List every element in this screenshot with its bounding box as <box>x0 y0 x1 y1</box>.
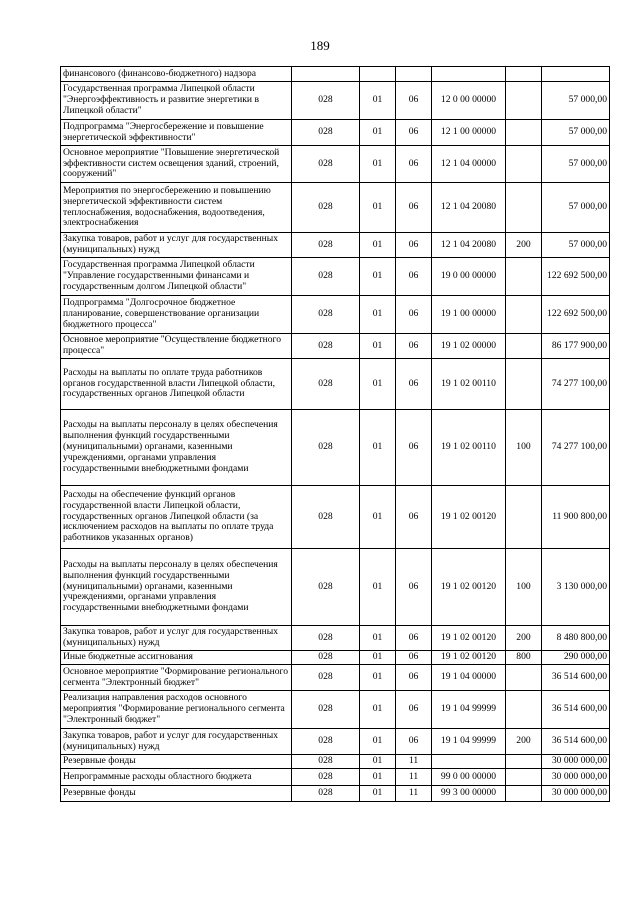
row-ministry: 028 <box>292 359 360 410</box>
row-section: 01 <box>360 786 396 802</box>
row-name: Закупка товаров, работ и услуг для государственных (муниципальных) нужд <box>61 233 292 258</box>
row-subsection: 06 <box>396 359 432 410</box>
row-subsection: 06 <box>396 651 432 665</box>
row-expense-type <box>506 334 542 359</box>
row-name: Государственная программа Липецкой области "Энергоэффективность и развитие энергетики в Липецкой области" <box>61 82 292 120</box>
row-name: Расходы на выплаты персоналу в целях обеспечения выполнения функций государственными (муниципальными) органами, казенными учреждениями, органами управления государственными внебюджетными фондами <box>61 549 292 626</box>
row-ministry: 028 <box>292 258 360 296</box>
row-subsection <box>396 67 432 82</box>
row-name: Мероприятия по энергосбережению и повышению энергетической эффективности систем теплоснабжения, водоснабжения, водоотведения, электроснабжения <box>61 183 292 233</box>
row-target: 12 1 04 00000 <box>432 146 506 183</box>
row-section: 01 <box>360 296 396 334</box>
row-subsection: 06 <box>396 296 432 334</box>
row-subsection: 06 <box>396 549 432 626</box>
row-ministry: 028 <box>292 486 360 549</box>
row-name: Закупка товаров, работ и услуг для государственных (муниципальных) нужд <box>61 729 292 755</box>
row-amount: 30 000 000,00 <box>542 755 610 769</box>
table-row <box>61 359 610 410</box>
row-expense-type <box>506 486 542 549</box>
row-target: 19 1 02 00120 <box>432 651 506 665</box>
row-section: 01 <box>360 233 396 258</box>
row-amount: 57 000,00 <box>542 146 610 183</box>
row-expense-type <box>506 146 542 183</box>
row-expense-type <box>506 258 542 296</box>
row-section: 01 <box>360 334 396 359</box>
row-section <box>360 67 396 82</box>
row-subsection: 06 <box>396 665 432 691</box>
row-amount: 30 000 000,00 <box>542 769 610 786</box>
table-row <box>61 67 610 82</box>
row-target: 99 3 00 00000 <box>432 786 506 802</box>
table-row <box>61 410 610 486</box>
row-name: Расходы на выплаты персоналу в целях обеспечения выполнения функций государственными (муниципальными) органами, казенными учреждениями, органами управления государственными внебюджетными фондами <box>61 410 292 486</box>
budget-table-body <box>61 67 610 802</box>
row-target: 12 1 00 00000 <box>432 120 506 146</box>
row-subsection: 11 <box>396 769 432 786</box>
row-amount: 57 000,00 <box>542 120 610 146</box>
row-target: 19 1 02 00000 <box>432 334 506 359</box>
table-row <box>61 755 610 769</box>
row-subsection: 06 <box>396 691 432 729</box>
row-section: 01 <box>360 626 396 651</box>
row-amount: 36 514 600,00 <box>542 729 610 755</box>
row-name: Подпрограмма "Энергосбережение и повышение энергетической эффективности" <box>61 120 292 146</box>
row-amount: 74 277 100,00 <box>542 410 610 486</box>
row-subsection: 11 <box>396 755 432 769</box>
row-name: Расходы на обеспечение функций органов государственной власти Липецкой области, государственных органов Липецкой области (за исключением расходов на выплаты по оплате труда работников указанных органов) <box>61 486 292 549</box>
row-expense-type: 100 <box>506 549 542 626</box>
row-subsection: 11 <box>396 786 432 802</box>
row-section: 01 <box>360 729 396 755</box>
page-number: 189 <box>310 38 330 53</box>
row-name: Расходы на выплаты по оплате труда работников органов государственной власти Липецкой области, государственных органов Липецкой области <box>61 359 292 410</box>
row-target: 19 1 02 00120 <box>432 549 506 626</box>
row-subsection: 06 <box>396 120 432 146</box>
row-target: 19 1 02 00120 <box>432 626 506 651</box>
table-row <box>61 651 610 665</box>
table-row <box>61 786 610 802</box>
table-row <box>61 334 610 359</box>
row-amount: 11 900 800,00 <box>542 486 610 549</box>
row-expense-type <box>506 769 542 786</box>
row-amount: 36 514 600,00 <box>542 691 610 729</box>
row-section: 01 <box>360 769 396 786</box>
row-expense-type: 800 <box>506 651 542 665</box>
row-section: 01 <box>360 410 396 486</box>
row-name: Реализация направления расходов основного мероприятия "Формирование регионального сегмента "Электронный бюджет" <box>61 691 292 729</box>
row-target: 19 1 02 00110 <box>432 410 506 486</box>
row-target: 12 0 00 00000 <box>432 82 506 120</box>
row-name: финансового (финансово-бюджетного) надзора <box>61 67 292 82</box>
row-expense-type <box>506 755 542 769</box>
row-section: 01 <box>360 258 396 296</box>
table-row <box>61 233 610 258</box>
row-ministry: 028 <box>292 729 360 755</box>
row-expense-type <box>506 359 542 410</box>
row-expense-type <box>506 67 542 82</box>
budget-table <box>60 66 610 802</box>
row-section: 01 <box>360 82 396 120</box>
row-section: 01 <box>360 183 396 233</box>
row-expense-type <box>506 183 542 233</box>
row-expense-type <box>506 296 542 334</box>
row-amount: 57 000,00 <box>542 82 610 120</box>
table-row <box>61 183 610 233</box>
row-name: Подпрограмма "Долгосрочное бюджетное планирование, совершенствование организации бюджетного процесса" <box>61 296 292 334</box>
row-ministry <box>292 67 360 82</box>
row-target: 19 1 02 00120 <box>432 486 506 549</box>
row-section: 01 <box>360 486 396 549</box>
table-row <box>61 82 610 120</box>
row-ministry: 028 <box>292 665 360 691</box>
row-name: Основное мероприятие "Формирование регионального сегмента "Электронный бюджет" <box>61 665 292 691</box>
row-expense-type <box>506 120 542 146</box>
row-expense-type <box>506 82 542 120</box>
row-ministry: 028 <box>292 82 360 120</box>
row-name: Закупка товаров, работ и услуг для государственных (муниципальных) нужд <box>61 626 292 651</box>
row-target: 19 0 00 00000 <box>432 258 506 296</box>
row-name: Непрограммные расходы областного бюджета <box>61 769 292 786</box>
table-row <box>61 626 610 651</box>
row-expense-type: 200 <box>506 233 542 258</box>
row-ministry: 028 <box>292 410 360 486</box>
row-ministry: 028 <box>292 755 360 769</box>
table-row <box>61 549 610 626</box>
row-ministry: 028 <box>292 334 360 359</box>
row-ministry: 028 <box>292 233 360 258</box>
table-row <box>61 665 610 691</box>
row-name: Резервные фонды <box>61 755 292 769</box>
row-amount: 122 692 500,00 <box>542 296 610 334</box>
row-amount: 36 514 600,00 <box>542 665 610 691</box>
row-section: 01 <box>360 651 396 665</box>
row-expense-type <box>506 786 542 802</box>
row-amount: 290 000,00 <box>542 651 610 665</box>
table-row <box>61 769 610 786</box>
row-ministry: 028 <box>292 120 360 146</box>
row-amount: 122 692 500,00 <box>542 258 610 296</box>
row-amount: 8 480 800,00 <box>542 626 610 651</box>
table-row <box>61 486 610 549</box>
row-target: 12 1 04 20080 <box>432 183 506 233</box>
row-target: 19 1 00 00000 <box>432 296 506 334</box>
row-ministry: 028 <box>292 146 360 183</box>
row-ministry: 028 <box>292 651 360 665</box>
row-subsection: 06 <box>396 729 432 755</box>
table-row <box>61 729 610 755</box>
row-subsection: 06 <box>396 626 432 651</box>
row-section: 01 <box>360 549 396 626</box>
row-name: Иные бюджетные ассигнования <box>61 651 292 665</box>
row-expense-type <box>506 691 542 729</box>
row-target: 12 1 04 20080 <box>432 233 506 258</box>
row-expense-type: 200 <box>506 626 542 651</box>
table-row <box>61 296 610 334</box>
table-row <box>61 691 610 729</box>
row-name: Основное мероприятие "Повышение энергетической эффективности систем освещения зданий, строений, сооружений" <box>61 146 292 183</box>
row-subsection: 06 <box>396 410 432 486</box>
row-amount: 30 000 000,00 <box>542 786 610 802</box>
row-target: 19 1 04 99999 <box>432 729 506 755</box>
row-ministry: 028 <box>292 626 360 651</box>
row-subsection: 06 <box>396 233 432 258</box>
row-amount: 3 130 000,00 <box>542 549 610 626</box>
row-ministry: 028 <box>292 691 360 729</box>
row-section: 01 <box>360 691 396 729</box>
row-subsection: 06 <box>396 334 432 359</box>
row-amount <box>542 67 610 82</box>
row-section: 01 <box>360 120 396 146</box>
row-amount: 86 177 900,00 <box>542 334 610 359</box>
table-row <box>61 120 610 146</box>
table-row <box>61 258 610 296</box>
row-section: 01 <box>360 359 396 410</box>
row-ministry: 028 <box>292 549 360 626</box>
row-subsection: 06 <box>396 82 432 120</box>
row-amount: 57 000,00 <box>542 183 610 233</box>
row-name: Основное мероприятие "Осуществление бюджетного процесса" <box>61 334 292 359</box>
row-subsection: 06 <box>396 183 432 233</box>
row-amount: 74 277 100,00 <box>542 359 610 410</box>
row-target <box>432 67 506 82</box>
row-expense-type: 100 <box>506 410 542 486</box>
row-target: 99 0 00 00000 <box>432 769 506 786</box>
row-expense-type: 200 <box>506 729 542 755</box>
row-ministry: 028 <box>292 183 360 233</box>
row-target: 19 1 02 00110 <box>432 359 506 410</box>
row-subsection: 06 <box>396 258 432 296</box>
row-name: Государственная программа Липецкой области "Управление государственными финансами и государственным долгом Липецкой области" <box>61 258 292 296</box>
row-section: 01 <box>360 755 396 769</box>
row-ministry: 028 <box>292 786 360 802</box>
row-amount: 57 000,00 <box>542 233 610 258</box>
row-subsection: 06 <box>396 146 432 183</box>
row-target: 19 1 04 00000 <box>432 665 506 691</box>
row-target <box>432 755 506 769</box>
row-target: 19 1 04 99999 <box>432 691 506 729</box>
row-ministry: 028 <box>292 769 360 786</box>
row-section: 01 <box>360 665 396 691</box>
row-ministry: 028 <box>292 296 360 334</box>
row-name: Резервные фонды <box>61 786 292 802</box>
row-section: 01 <box>360 146 396 183</box>
row-subsection: 06 <box>396 486 432 549</box>
row-expense-type <box>506 665 542 691</box>
table-row <box>61 146 610 183</box>
